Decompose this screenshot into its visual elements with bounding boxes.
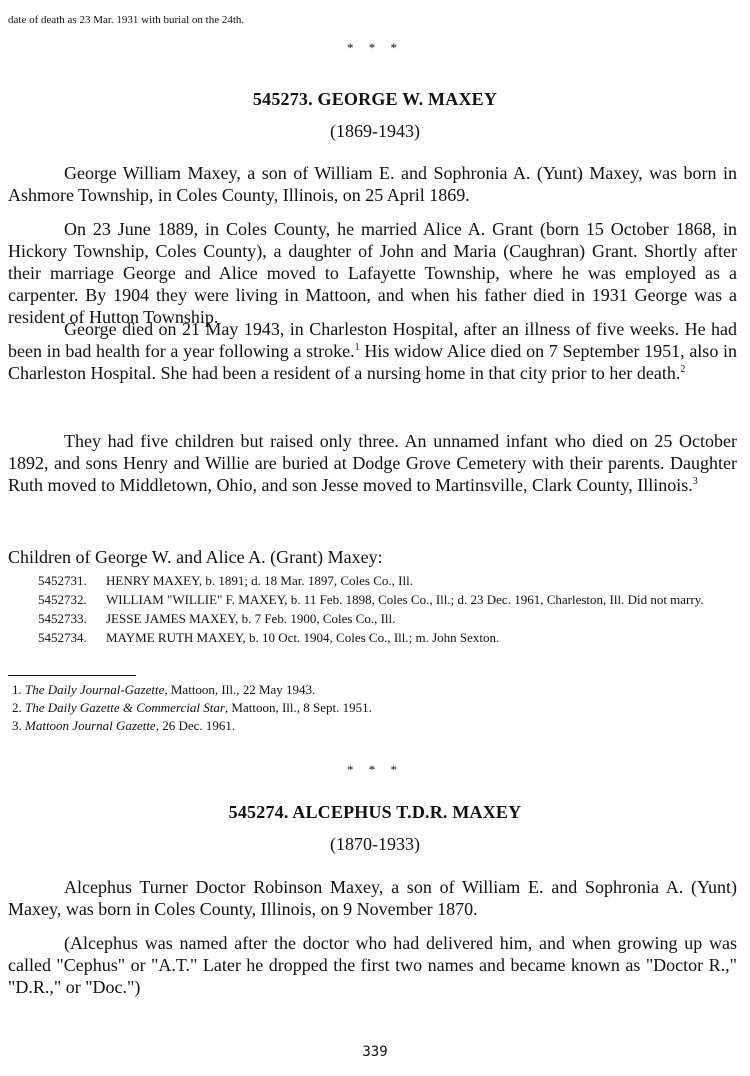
paragraph — [8, 430, 737, 496]
footnote-source: The Daily Gazette & Commercial Star — [25, 700, 225, 715]
footnote-number: 3. — [12, 718, 22, 733]
child-item — [38, 590, 742, 609]
footnote-number: 2. — [12, 700, 22, 715]
footnote-detail: , 26 Dec. 1961. — [155, 718, 236, 733]
entry-years: (1869-1943) — [330, 121, 420, 141]
child-item — [38, 571, 742, 590]
footnote-number: 1. — [12, 682, 22, 697]
continued-note: date of death as 23 Mar. 1931 with burial on the 24th. — [8, 14, 245, 26]
child-item — [38, 628, 742, 647]
paragraph-text: They had five children but raised only three. An unnamed infant who died on 25 October 1892, and sons Henry and Willie are buried at Dodge Grove Cemetery with their parents. Daughter Ruth moved to Middletown, Ohio, and son Jesse moved to Martinsville, Clark County, Illinois. — [8, 431, 737, 495]
paragraph-text: George died on 21 May 1943, in Charleston Hospital, after an illness of five weeks. He had been in bad health for a year following a stroke. — [8, 319, 737, 361]
children-list — [38, 571, 742, 647]
section-separator: * * * — [347, 762, 403, 777]
child-number: 5452732. — [38, 592, 87, 607]
footnote-ref: 2 — [680, 364, 686, 375]
footnote-ref: 1 — [354, 342, 360, 353]
footnote — [12, 681, 372, 699]
entry-years: (1870-1933) — [330, 834, 420, 854]
footnote — [12, 717, 372, 735]
child-number: 5452733. — [38, 611, 87, 626]
child-number: 5452731. — [38, 573, 87, 588]
children-heading: Children of George W. and Alice A. (Grant) Maxey: — [8, 547, 383, 567]
paragraph: (Alcephus was named after the doctor who had delivered him, and when growing up was called "Cephus" or "A.T." Later he dropped the first two names and became known as "Doctor R.," "D.R.," or "Doc.") — [8, 933, 737, 997]
paragraph — [8, 318, 737, 384]
child-text: JESSE JAMES MAXEY, b. 7 Feb. 1900, Coles Co., Ill. — [106, 611, 396, 626]
footnote-source: The Daily Journal-Gazette — [25, 682, 165, 697]
child-number: 5452734. — [38, 630, 87, 645]
paragraph-text: His widow Alice died on 7 September 1951, also in Charleston Hospital. She had been a resident of a nursing home in that city prior to her death. — [8, 341, 738, 383]
child-text: WILLIAM "WILLIE" F. MAXEY, b. 11 Feb. 1898, Coles Co., Ill.; d. 23 Dec. 1961, Charleston, Ill. Did not marry. — [106, 592, 704, 607]
paragraph: George William Maxey, a son of William E. and Sophronia A. (Yunt) Maxey, was born in Ashmore Township, in Coles County, Illinois, on 25 April 1869. — [8, 163, 737, 205]
footnote-divider — [8, 675, 136, 676]
entry-title: 545273. GEORGE W. MAXEY — [252, 89, 498, 109]
section-separator: * * * — [347, 40, 403, 55]
footnote-detail: , Mattoon, Ill., 22 May 1943. — [164, 682, 316, 697]
paragraph: Alcephus Turner Doctor Robinson Maxey, a son of William E. and Sophronia A. (Yunt) Maxey, was born in Coles County, Illinois, on 9 November 1870. — [8, 877, 737, 919]
child-text: MAYME RUTH MAXEY, b. 10 Oct. 1904, Coles Co., Ill.; m. John Sexton. — [106, 630, 500, 645]
entry-title: 545274. ALCEPHUS T.D.R. MAXEY — [228, 802, 522, 822]
paragraph: On 23 June 1889, in Coles County, he married Alice A. Grant (born 15 October 1868, in Hickory Township, Coles County), a daughter of John and Maria (Caughran) Grant. Shortly after their marriage George and Alice moved to Lafayette Township, where he was employed as a carpenter. By 1904 they were living in Mattoon, and when his father died in 1931 George was a resident of Hutton Township. — [8, 219, 737, 327]
page-number: 339 — [362, 1044, 388, 1060]
footnote-detail: , Mattoon, Ill., 8 Sept. 1951. — [224, 700, 372, 715]
child-text: HENRY MAXEY, b. 1891; d. 18 Mar. 1897, Coles Co., Ill. — [106, 573, 413, 588]
footnote-source: Mattoon Journal Gazette — [25, 718, 156, 733]
footnote-ref: 3 — [692, 476, 698, 487]
footnotes — [12, 681, 372, 735]
child-item — [38, 609, 742, 628]
footnote — [12, 699, 372, 717]
